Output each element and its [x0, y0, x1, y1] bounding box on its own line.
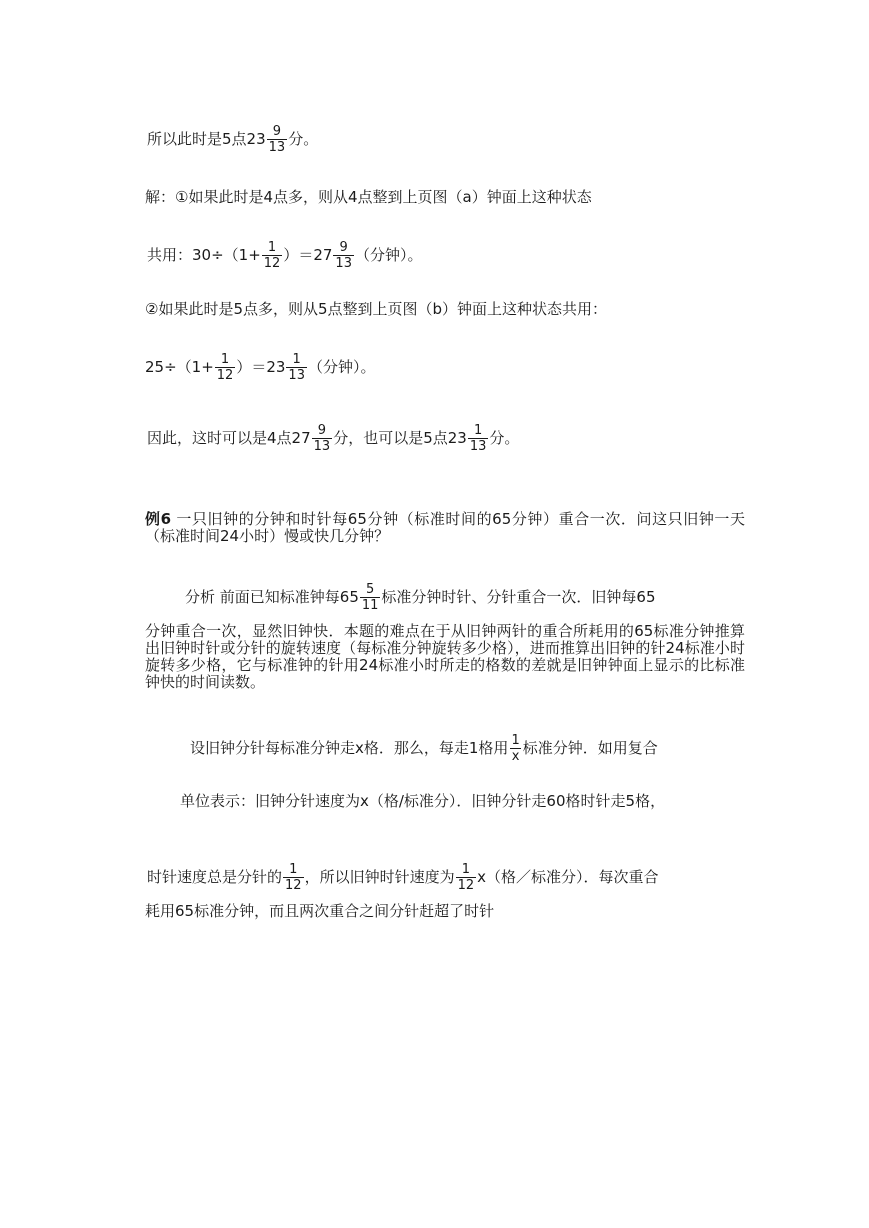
line-case-4-oclock: 共用：30÷（1+ $\frac{1}{12}$ ）＝27 $\frac{9}{13}$ （分钟）。	[147, 240, 423, 271]
line-unit-expression: 单位表示：旧钟分针速度为x（格/标准分）．旧钟分针走60格时针走5格，	[180, 792, 666, 810]
line-hour-hand-speed: 时针速度总是分针的 $\frac{1}{12}$ ，所以旧钟时针速度为 $\frac{1}{12}$ x（格／标准分）．每次重合	[147, 862, 659, 893]
line-set-variable: 设旧钟分针每标准分钟走x格．那么，每走1格用 $\frac{1}{x}$ 标准分钟．如用复合	[190, 733, 658, 764]
fraction: $\frac{9}{13}$	[335, 240, 352, 271]
fraction: $\frac{1}{13}$	[288, 352, 305, 383]
fraction: $\frac{1}{13}$	[469, 423, 487, 454]
fraction: $\frac{1}{12}$	[457, 862, 475, 893]
line-overlap-time: 耗用65标准分钟，而且两次重合之间分针赶超了时针	[145, 902, 495, 920]
fraction: $\frac{1}{12}$	[216, 352, 234, 383]
line-case-5-oclock-intro: ②如果此时是5点多，则从5点整到上页图（b）钟面上这种状态共用：	[145, 300, 608, 318]
fraction: $\frac{9}{13}$	[313, 423, 331, 454]
analysis-paragraph: 分钟重合一次，显然旧钟快．本题的难点在于从旧钟两针的重合所耗用的65标准分钟推算出旧钟时针或分针的旋转速度（每标准分钟旋转多少格），进而推算出旧钟的针24标准小时旋转多少格，它与标准钟的针用24标准小时所走的格数的差就是旧钟钟面上显示的比标准钟快的时间读数。	[145, 622, 745, 691]
line-solution-intro: 解：①如果此时是4点多，则从4点整到上页图（a）钟面上这种状态	[145, 188, 592, 206]
line-case-5-oclock: 25÷（1+ $\frac{1}{12}$ ）＝23 $\frac{1}{13}$ （分钟）。	[145, 352, 376, 383]
line-result-5-oclock: 所以此时是5点23 $\frac{9}{13}$ 分。	[147, 124, 319, 155]
fraction: $\frac{1}{x}$	[511, 733, 520, 764]
fraction: $\frac{9}{13}$	[268, 124, 286, 155]
example-6-problem: 例6 一只旧钟的分钟和时针每65分钟（标准时间的65分钟）重合一次．问这只旧钟一天（标准时间24小时）慢或快几分钟？	[145, 510, 746, 545]
fraction: $\frac{1}{12}$	[263, 240, 281, 271]
example-label: 例6	[145, 510, 172, 528]
fraction: $\frac{1}{12}$	[285, 862, 302, 893]
fraction: $\frac{5}{11}$	[361, 582, 379, 613]
line-analysis-start: 分析 前面已知标准钟每65 $\frac{5}{11}$ 标准分钟时针、分针重合一次．旧钟每65	[185, 582, 656, 613]
line-conclusion: 因此，这时可以是4点27 $\frac{9}{13}$ 分，也可以是5点23 $\frac{1}{13}$ 分。	[147, 423, 520, 454]
